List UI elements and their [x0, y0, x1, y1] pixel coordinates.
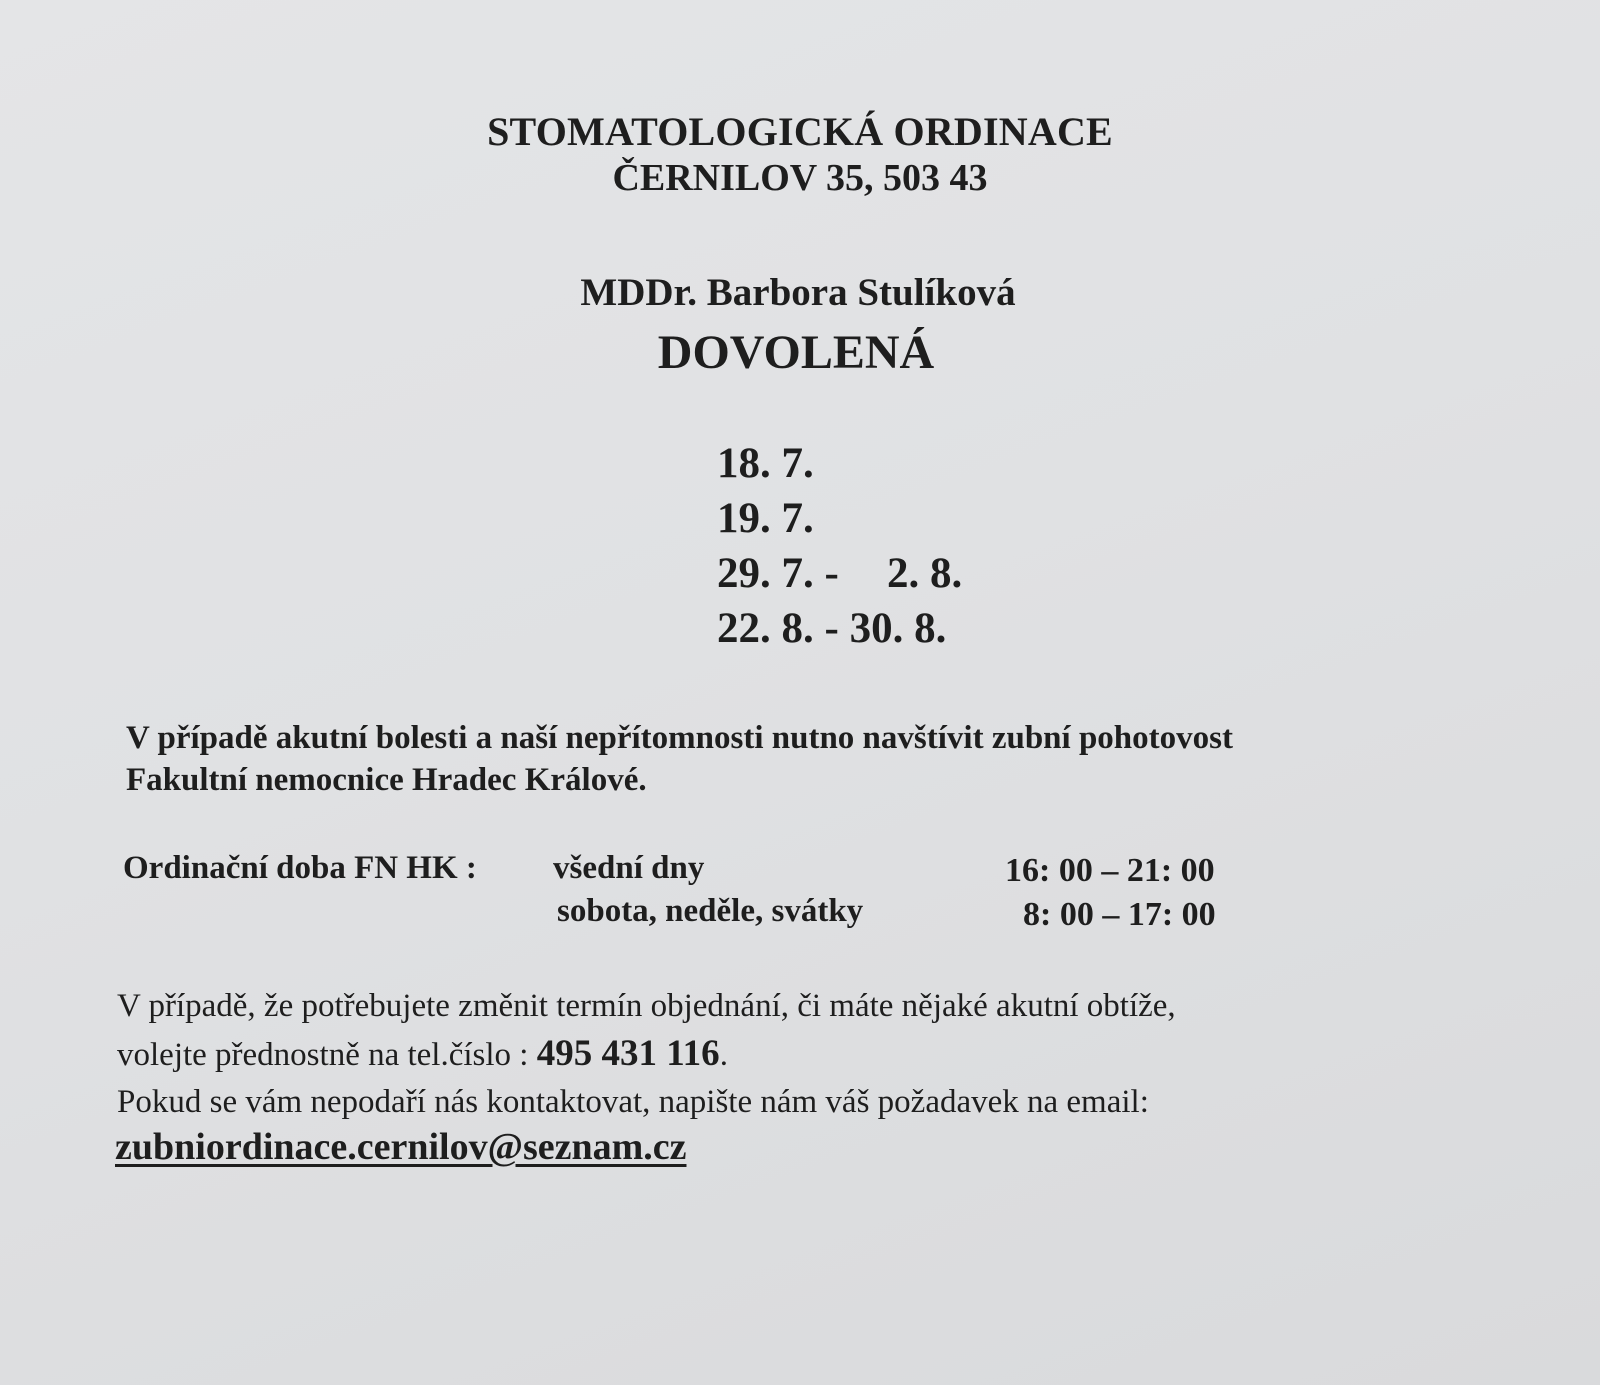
emergency-line-1: V případě akutní bolesti a naší nepřítomnosti nutno navštívit zubní pohotovost — [126, 720, 1233, 756]
contact-text — [117, 983, 1176, 1126]
vacation-date-row — [717, 546, 962, 601]
clinic-address: ČERNILOV 35, 503 43 — [612, 157, 988, 199]
vacation-date-from: 19. 7. — [717, 495, 814, 542]
vacation-date-to: 2. 8. — [887, 550, 963, 597]
doctor-name: MDDr. Barbora Stulíková — [580, 271, 1016, 314]
hours-weekend-time: 8: 00 – 17: 00 — [1023, 896, 1216, 933]
contact-phone-suffix: . — [719, 1037, 728, 1073]
vacation-date-from: 29. 7. - — [717, 550, 839, 597]
contact-line-2 — [117, 1030, 1176, 1079]
contact-phone-prefix: volejte přednostně na tel.číslo : — [117, 1037, 537, 1073]
email-address: zubniordinace.cernilov@seznam.cz — [115, 1126, 687, 1168]
hours-label: Ordinační doba FN HK : — [123, 850, 477, 886]
hours-weekdays: všední dny — [553, 850, 705, 886]
notice-title: DOVOLENÁ — [657, 326, 935, 379]
emergency-notice — [126, 717, 1233, 801]
clinic-name: STOMATOLOGICKÁ ORDINACE — [487, 109, 1113, 154]
vacation-date-row — [717, 436, 962, 491]
hours-weekdays-time: 16: 00 – 21: 00 — [1005, 852, 1215, 889]
phone-number: 495 431 116 — [536, 1033, 720, 1074]
vacation-date-from: 18. 7. — [717, 440, 814, 487]
contact-line-1: V případě, že potřebujete změnit termín objednání, či máte nějaké akutní obtíže, — [117, 988, 1176, 1024]
vacation-date-row — [717, 601, 962, 656]
vacation-date-row — [717, 491, 962, 546]
hours-weekend: sobota, neděle, svátky — [557, 893, 864, 929]
contact-line-3: Pokud se vám nepodaří nás kontaktovat, napište nám váš požadavek na email: — [117, 1084, 1149, 1120]
vacation-date-from: 22. 8. - 30. 8. — [717, 605, 947, 652]
vacation-dates-list — [717, 436, 962, 656]
emergency-line-2: Fakultní nemocnice Hradec Králové. — [126, 762, 647, 798]
